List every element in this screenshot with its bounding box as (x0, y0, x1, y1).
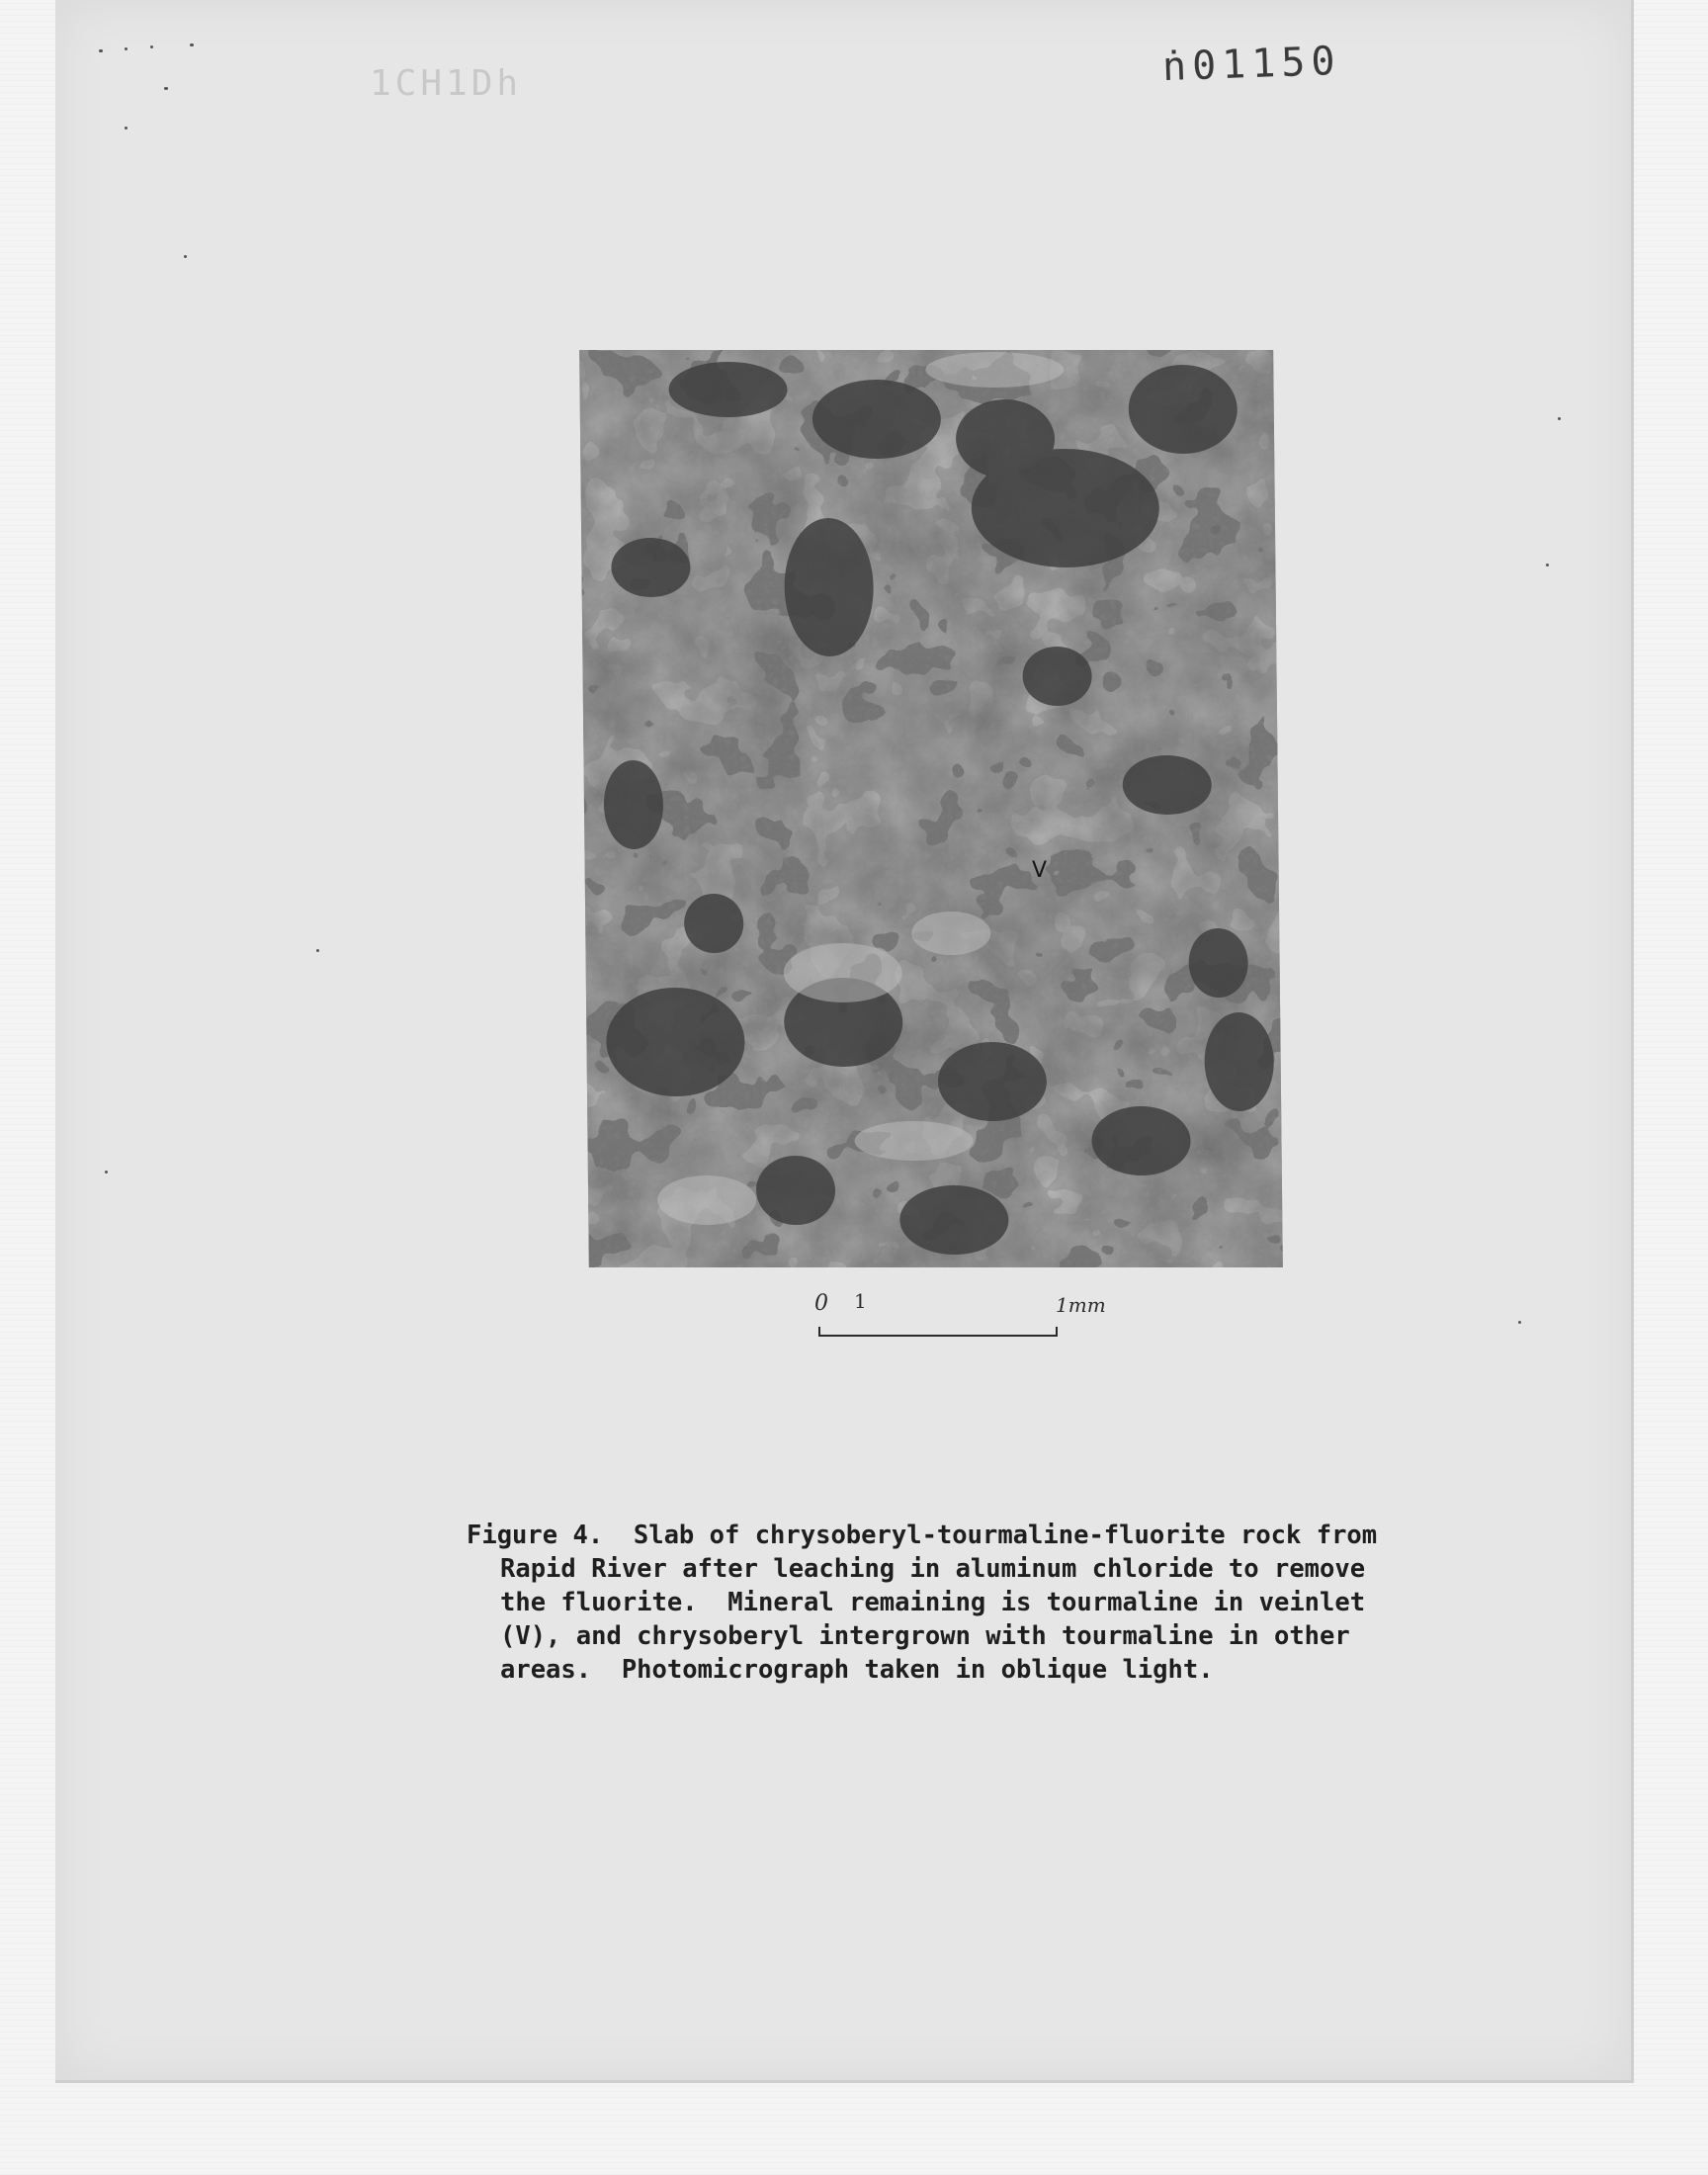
veinlet-label: V (1032, 858, 1048, 883)
photomicrograph (579, 350, 1283, 1267)
caption-line: areas. Photomicrograph taken in oblique light. (500, 1655, 1214, 1685)
scale-end-right (1056, 1327, 1058, 1337)
faded-stamp: 1CH1Dh (370, 63, 523, 104)
scale-length-label: 1mm (1056, 1293, 1106, 1317)
figure-caption (467, 1519, 1465, 1687)
scale-one-label: 1 (854, 1289, 867, 1313)
caption-line: Rapid River after leaching in aluminum chloride to remove (500, 1554, 1366, 1584)
paper-sheet (55, 0, 1634, 2083)
caption-line: (V), and chrysoberyl intergrown with tourmaline in other (500, 1621, 1350, 1651)
caption-line: the fluorite. Mineral remaining is tourmaline in veinlet (500, 1588, 1366, 1617)
scale-zero-label: 0 (814, 1291, 828, 1316)
scale-end-left (818, 1327, 820, 1337)
scale-bar (814, 1291, 1111, 1350)
document-number: ṅ01150 (1161, 38, 1342, 91)
caption-line: Figure 4. Slab of chrysoberyl-tourmaline-fluorite rock from (467, 1521, 1378, 1550)
scale-line (818, 1335, 1058, 1337)
